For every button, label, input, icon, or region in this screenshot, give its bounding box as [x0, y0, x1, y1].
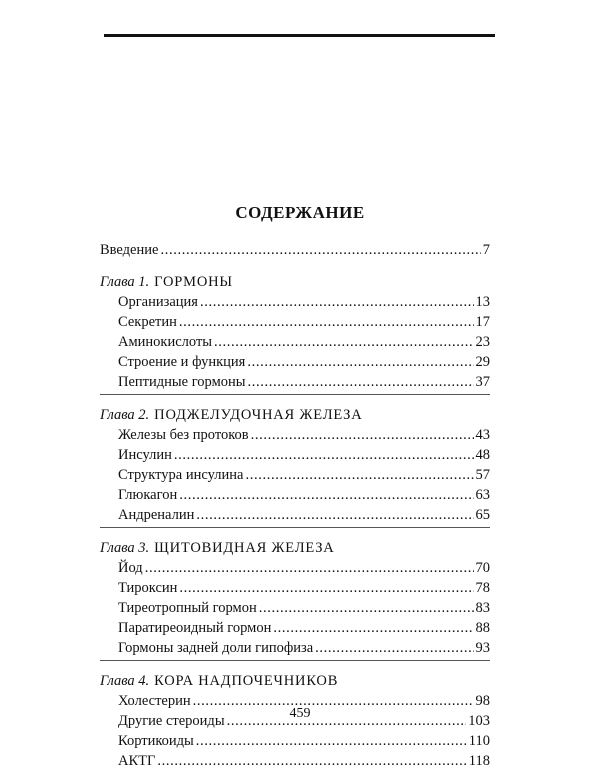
toc-entry-page: 29	[475, 354, 490, 370]
page-title: СОДЕРЖАНИЕ	[235, 203, 365, 222]
leader-dots	[200, 292, 474, 312]
chapter-divider	[100, 660, 490, 661]
chapter-divider	[100, 527, 490, 528]
leader-dots	[259, 598, 474, 618]
leader-dots	[157, 751, 466, 771]
toc-entry-page: 65	[475, 507, 490, 523]
toc-entry[interactable]	[100, 558, 490, 578]
toc-entry-intro[interactable]	[100, 240, 490, 260]
chapter-2	[100, 405, 490, 528]
toc-entry-label: Пептидные гормоны	[118, 374, 246, 390]
leader-dots	[179, 578, 473, 598]
chapter-number: Глава 3.	[100, 540, 150, 556]
toc-entry[interactable]	[100, 485, 490, 505]
toc-entry-label: Тироксин	[118, 580, 178, 596]
leader-dots	[248, 372, 474, 392]
toc-entry[interactable]	[100, 445, 490, 465]
toc-entry-label: Введение	[100, 242, 159, 258]
toc-entry[interactable]	[100, 352, 490, 372]
toc-entry-page: 70	[475, 560, 490, 576]
toc-entry-page: 37	[475, 374, 490, 390]
chapter-heading[interactable]	[100, 272, 490, 292]
toc-entry[interactable]	[100, 751, 490, 771]
toc-entry-label: Организация	[118, 294, 198, 310]
chapter-heading[interactable]	[100, 538, 490, 558]
toc-entry-label: АКТГ	[118, 753, 156, 769]
chapter-3	[100, 538, 490, 661]
chapter-heading[interactable]	[100, 671, 490, 691]
top-rule	[104, 34, 495, 37]
leader-dots	[273, 618, 473, 638]
toc-entry-label: Глюкагон	[118, 487, 178, 503]
toc-entry[interactable]	[100, 372, 490, 392]
toc-entry[interactable]	[100, 292, 490, 312]
toc-entry-page: 98	[475, 693, 490, 709]
chapter-1	[100, 272, 490, 395]
leader-dots	[174, 445, 474, 465]
toc-entry-page: 78	[475, 580, 490, 596]
toc-entry-label: Строение и функция	[118, 354, 246, 370]
toc-entry-page: 43	[475, 427, 490, 443]
leader-dots	[179, 312, 474, 332]
table-of-contents	[100, 240, 490, 781]
chapter-number: Глава 2.	[100, 407, 150, 423]
toc-entry[interactable]	[100, 505, 490, 525]
toc-entry-label: Инсулин	[118, 447, 172, 463]
toc-entry[interactable]	[100, 638, 490, 658]
chapter-name: ГОРМОНЫ	[154, 274, 233, 290]
toc-entry-label: Другие стероиды	[118, 713, 225, 729]
toc-entry-page: 118	[468, 753, 490, 769]
leader-dots	[145, 558, 474, 578]
toc-entry-label: Железы без протоков	[118, 427, 249, 443]
leader-dots	[179, 485, 473, 505]
toc-entry-label: Тиреотропный гормон	[118, 600, 257, 616]
toc-entry-page: 17	[475, 314, 490, 330]
leader-dots	[315, 638, 473, 658]
toc-entry[interactable]	[100, 312, 490, 332]
toc-entry-page: 110	[468, 733, 490, 749]
toc-entry-label: Холестерин	[118, 693, 191, 709]
toc-entry[interactable]	[100, 332, 490, 352]
toc-entry-label: Кортикоиды	[118, 733, 194, 749]
toc-entry[interactable]	[100, 731, 490, 751]
toc-entry-page: 48	[475, 447, 490, 463]
toc-entry-label: Секретин	[118, 314, 177, 330]
toc-entry[interactable]	[100, 465, 490, 485]
toc-entry[interactable]	[100, 578, 490, 598]
toc-entry-label: Гормоны задней доли гипофиза	[118, 640, 314, 656]
toc-entry-page: 57	[475, 467, 490, 483]
chapter-name: ЩИТОВИДНАЯ ЖЕЛЕЗА	[154, 540, 335, 556]
toc-entry[interactable]	[100, 425, 490, 445]
toc-entry-page: 93	[475, 640, 490, 656]
toc-entry[interactable]	[100, 598, 490, 618]
leader-dots	[160, 240, 480, 260]
chapter-divider	[100, 394, 490, 395]
toc-entry-page: 63	[475, 487, 490, 503]
toc-entry-page: 88	[475, 620, 490, 636]
leader-dots	[196, 731, 467, 751]
toc-entry-page: 23	[475, 334, 490, 350]
toc-entry-label: Йод	[118, 560, 143, 576]
toc-entry-label: Андреналин	[118, 507, 195, 523]
chapter-name: КОРА НАДПОЧЕЧНИКОВ	[154, 673, 339, 689]
toc-entry-page: 83	[475, 600, 490, 616]
toc-entry-page: 13	[475, 294, 490, 310]
toc-entry-label: Аминокислоты	[118, 334, 213, 350]
leader-dots	[245, 465, 473, 485]
toc-entry-label: Структура инсулина	[118, 467, 244, 483]
leader-dots	[251, 425, 474, 445]
chapter-number: Глава 4.	[100, 673, 150, 689]
page-number: 459	[289, 706, 311, 721]
leader-dots	[214, 332, 473, 352]
toc-entry[interactable]	[100, 618, 490, 638]
toc-entry-page: 103	[468, 713, 490, 729]
toc-entry-label: Паратиреоидный гормон	[118, 620, 272, 636]
chapter-name: ПОДЖЕЛУДОЧНАЯ ЖЕЛЕЗА	[154, 407, 363, 423]
leader-dots	[196, 505, 473, 525]
toc-entry-page: 7	[482, 242, 490, 258]
chapter-number: Глава 1.	[100, 274, 150, 290]
chapter-heading[interactable]	[100, 405, 490, 425]
leader-dots	[247, 352, 473, 372]
